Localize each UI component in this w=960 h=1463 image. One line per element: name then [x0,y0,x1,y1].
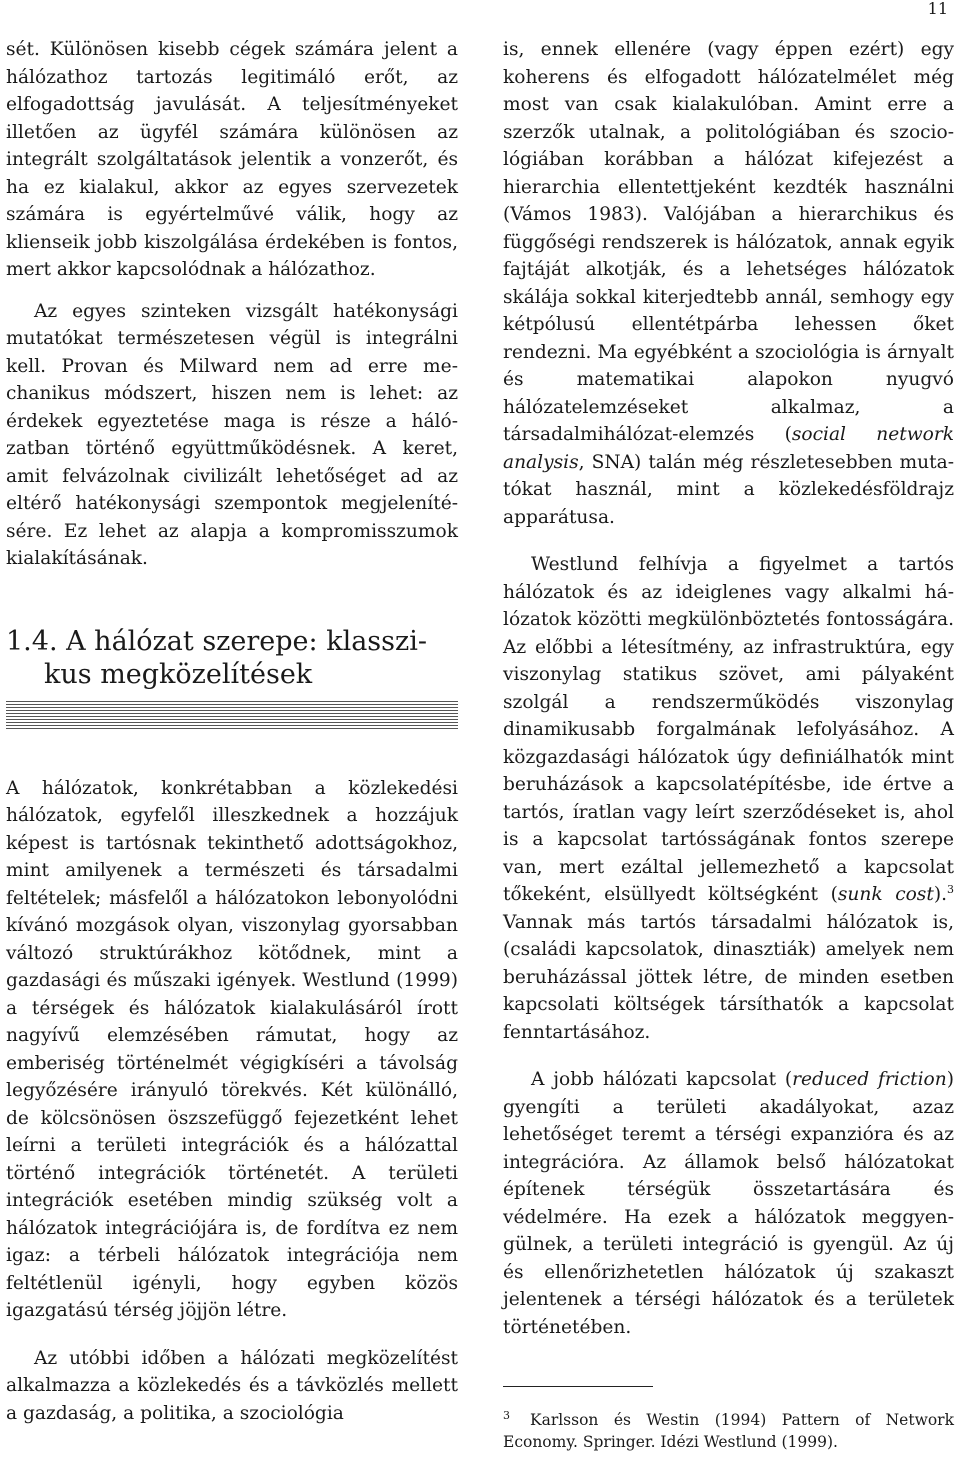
section-heading [6,625,458,691]
paragraph: sét. Különösen kisebb cégek számára jelent a hálózathoz tartozás legitimáló erőt, az elfogadottság javulását. A teljesítményeket illetően az ügyfél számára különösen az integrált szolgáltatások jelentik a vonzerőt, és ha ez kialakul, akkor az egyes szervezetek számára is egyértelművé válik, hogy az klienseik jobb kiszolgálása érdekében is fontos, mert akkor kapcsolódnak a hálózathoz. [6,39,458,280]
footnote-divider [503,1386,653,1387]
italic-term: social network analysis [503,424,954,473]
left-column [6,36,458,1427]
heading-decorative-rule [6,701,458,729]
section-heading-line1: 1.4. A hálózat szerepe: klasszi- [6,625,427,657]
italic-term: reduced friction [792,1069,947,1090]
text-run: A jobb hálózati kapcsolat ( [531,1069,793,1090]
text-run: is, ennek ellenére (vagy éppen ezért) egy koherens és elfogadott hálózatelmélet még most van csak kialakulóban. Amint erre a szerzők utalnak, a politológiában és szociológiában korábban a hálózat kifejezést a hierarchia ellentettjeként kezdték használni (Vámos 1983). Valójában a hierarchikus és függőségi rendszerek is hálózatok, annak egyik fajtáját alkotják, és a lehetséges hálózatok skálája sokkal kiterjedtebb annál, semhogy egy kétpólusú ellentétpárba lehessen őket rendezni. Ma egyébként a szociológia is árnyalt és matematikai alapokon nyugvó hálózatelemzéseket alkalmaz, a társadalmihálózat-elemzés ( [503,39,954,445]
paragraph [503,551,954,1046]
text-run: ) gyengíti a területi akadályokat, azaz lehetőséget teremt a térségi expanzióra és az integrációra. Az államok belső hálózatokat építenek térségük összetartására és védelmére. Ha ezek a hálózatok meggyengülnek, a területi integráció is gyengül. Az új és ellenőrizhetetlen hálózatok új szakaszt jelentenek a térségi hálózatok és a területek történetében. [503,1069,954,1338]
paragraph: Az egyes szinteken vizsgált hatékonysági mutatókat természetesen végül is integrálni kell. Provan és Milward nem ad erre mechanikus módszert, hiszen nem is lehet: az érdekek egyeztetése maga is része a hálózatban történő együttműködésnek. A keret, amit felvázolnak civilizált lehetőséget ad az eltérő hatékonysági szempontok megjelenítésére. Ez lehet az alapja a kompromisszumok kialakításának. [6,300,458,569]
page-number: 11 [927,0,948,18]
paragraph: A hálózatok, konkrétabban a közlekedési hálózatok, egyfelől illeszkednek a hozzájuk képest is tartósnak tekinthető adottságokhoz, mint amilyenek a természeti és társadalmi feltételek; másfelől a hálózatokon lebonyolódni kívánó mozgások olyan, viszonylag gyorsabban változó struktúrákhoz kötődnek, mint a gazdasági és műszaki igények. Westlund (1999) a térségek és hálózatok kialakulásáról írott nagyívű elemzésében rámutat, hogy az emberiség történelmét végigkíséri a távolság legyőzésére irányuló törekvés. Két különálló, de kölcsönösen öszszefüggő fejezetként lehet leírni a területi integrációk és a hálózattal történő integrációk történetét. A területi integrációk esetében mindig szükség volt a hálózatok integrációjára is, de fordítva ez nem igaz: a térbeli hálózatok integrációja nem feltétlenül igényli, hogy egyben közös igazgatású térség jöjjön létre. [6,777,458,1321]
paragraph [503,36,954,531]
section-heading-line2: kus megközelítések [44,658,313,690]
right-column [503,36,954,1341]
paragraph: Az utóbbi időben a hálózati megközelítést alkalmazza a közlekedés és a távközlés mellett a gazdaság, a politika, a szociológia [6,1347,458,1424]
text-run: ). [933,884,947,905]
paragraph [503,1066,954,1341]
italic-term: sunk cost [837,884,934,905]
text-run: Westlund felhívja a figyelmet a tartós hálózatok és az ideiglenes vagy alkalmi hálózatok közötti megkülönböztetés fontosságára. Az előbbi a létesítmény, az infrastruktúra, egy viszonylag statikus szövet, ami pályaként szolgál a rendszerműködés viszonylag dinamikusabb forgalmának lefolyásához. A közgazdasági hálózatok úgy definiálhatók mint beruházások a kapcsolatépítésbe, ide értve a tartós, íratlan vagy leírt szerződéseket is, ahol is a kapcsolat tartósságának fontos szerepe van, mert ezáltal jellemezhető a kapcsolat tőkeként, elsüllyedt költségként ( [503,554,954,905]
footnote-reference: 3 [947,882,954,896]
text-run: Vannak más tartós társadalmi hálózatok is, (családi kapcsolatok, dinasztiák) amelyek nem beruházással jöttek létre, de minden esetben kapcsolati költségek társíthatók a kapcsolat fenntartásához. [503,911,954,1043]
text-run: , SNA) talán még részletesebben mutatókat használ, mint a közlekedésföldrajz apparátusa. [503,451,954,528]
footnote [503,1410,954,1453]
footnote-marker: 3 [503,1409,510,1422]
footnote-text: Karlsson és Westin (1994) Pattern of Network Economy. Springer. Idézi Westlund (1999). [503,1411,954,1451]
